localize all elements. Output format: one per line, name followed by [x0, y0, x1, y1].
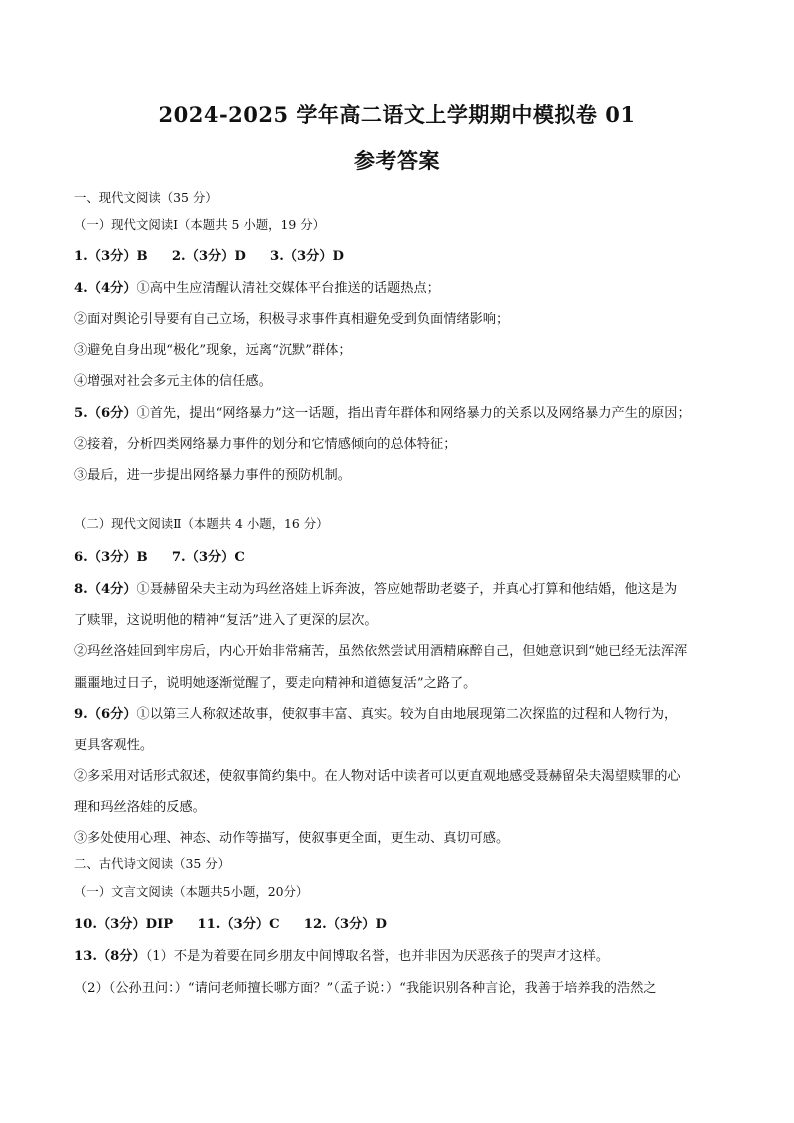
subsection-heading-modern-reading-1: （一）现代文阅读Ⅰ（本题共 5 小题，19 分）	[74, 217, 326, 232]
answer-5-line-2: ②接着，分析四类网络暴力事件的划分和它情感倾向的总体特征；	[74, 437, 457, 452]
answer-9-line-3: ②多采用对话形式叙述，使叙事简约集中。在人物对话中读者可以更直观地感受聂赫留朵夫渴望赎罪的心	[74, 769, 681, 784]
question-13-label: 13.（8分）	[74, 949, 146, 964]
answer-8-line-3: ②玛丝洛娃回到牢房后，内心开始非常痛苦，虽然依然尝试用酒精麻醉自己，但她意识到“她已经无法浑浑	[74, 644, 688, 659]
question-5-label: 5.（6分）	[74, 406, 137, 421]
answer-8-text-1: ①聂赫留朵夫主动为玛丝洛娃上诉奔波，答应她帮助老婆子，并真心打算和他结婚，他这是为	[136, 582, 678, 597]
answer-4-line-4: ④增强对社会多元主体的信任感。	[74, 374, 272, 389]
answer-12: 12.（3分）D	[303, 917, 387, 932]
question-9-label: 9.（6分）	[74, 707, 137, 722]
answer-9-line-2: 更具客观性。	[74, 738, 154, 753]
answer-10: 10.（3分）DIP	[74, 917, 174, 932]
answer-9-line-4: 理和玛丝洛娃的反感。	[74, 800, 206, 815]
answer-9-line-5: ③多处使用心理、神态、动作等描写，使叙事更全面，更生动、真切可感。	[74, 831, 510, 846]
page-title: 2024-2025 学年高二语文上学期期中模拟卷 01	[158, 102, 636, 127]
answer-4-text-1: ①高中生应清醒认清社交媒体平台推送的话题热点；	[136, 281, 440, 296]
answer-8-line-2: 了赎罪，这说明他的精神“复活”进入了更深的层次。	[74, 613, 378, 628]
answer-9-text-1: ①以第三人称叙述故事，使叙事丰富、真实。较为自由地展现第二次探监的过程和人物行为，	[136, 707, 678, 722]
answer-4-line-3: ③避免自身出现“极化”现象，远离“沉默”群体；	[74, 343, 352, 358]
answer-6: 6.（3分）B	[74, 550, 148, 565]
answer-5-line-1	[74, 405, 691, 423]
subsection-heading-classical-prose: （一）文言文阅读（本题共5小题，20分）	[74, 884, 309, 899]
answer-7: 7.（3分）C	[171, 550, 245, 565]
answer-5-text-1: ①首先，提出“网络暴力”这一话题，指出青年群体和网络暴力的关系以及网络暴力产生的原因；	[136, 406, 691, 421]
answer-1: 1.（3分）B	[74, 249, 148, 264]
answer-3: 3.（3分）D	[270, 249, 344, 264]
subsection-heading-modern-reading-2: （二）现代文阅读Ⅱ（本题共 4 小题，16 分）	[74, 516, 329, 531]
answer-2: 2.（3分）D	[171, 249, 246, 264]
multiple-choice-answers-10-12	[74, 916, 407, 934]
answer-9-line-1	[74, 706, 677, 724]
answer-13-line-2: （2）（公孙丑问：）“请问老师擅长哪方面？”（孟子说：）“我能识别各种言论，我善于培养我的浩然之	[74, 981, 657, 996]
multiple-choice-answers-6-7	[74, 549, 265, 567]
answer-13-text-1: （1）不是为着要在同乡朋友中间博取名誉，也并非因为厌恶孩子的哭声才这样。	[145, 949, 610, 964]
answer-13-line-1	[74, 948, 609, 966]
answer-4-line-2: ②面对舆论引导要有自己立场，积极寻求事件真相避免受到负面情绪影响；	[74, 312, 510, 327]
multiple-choice-answers-1-3	[74, 248, 364, 266]
answer-8-line-4: 噩噩地过日子，说明她逐渐觉醒了，要走向精神和道德复活”之路了。	[74, 676, 477, 691]
section-heading-modern-reading: 一、现代文阅读（35 分）	[74, 190, 218, 205]
question-8-label: 8.（4分）	[74, 582, 137, 597]
answer-11: 11.（3分）C	[197, 917, 280, 932]
answer-5-line-3: ③最后，进一步提出网络暴力事件的预防机制。	[74, 468, 351, 483]
answer-8-line-1	[74, 581, 677, 599]
answer-4-line-1	[74, 280, 440, 298]
question-4-label: 4.（4分）	[74, 281, 137, 296]
section-heading-classical-reading: 二、古代诗文阅读（35 分）	[74, 856, 231, 871]
page-subtitle: 参考答案	[354, 148, 440, 173]
